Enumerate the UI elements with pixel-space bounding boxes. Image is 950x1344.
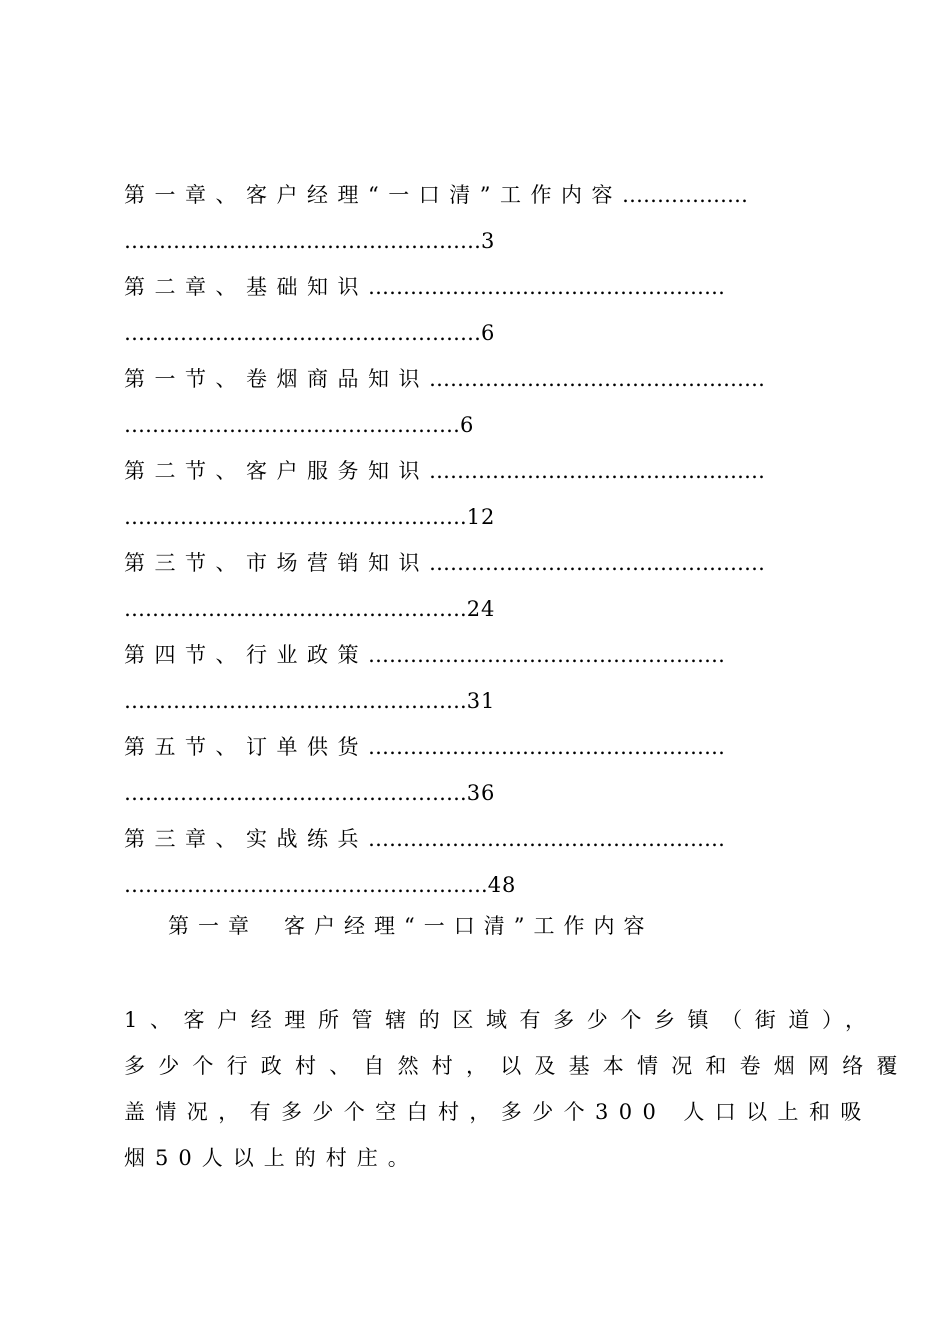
toc-entry-line <box>124 540 820 586</box>
toc-page-number: 6 <box>460 413 475 437</box>
toc-entry-title: 第五节、订单供货 <box>124 735 368 759</box>
paragraph-line: 烟50人以上的村庄。 <box>124 1146 419 1170</box>
toc-entry-title: 第三章、实战练兵 <box>124 827 368 851</box>
toc-entry-title: 第一章、客户经理“一口清”工作内容 <box>124 183 622 207</box>
toc-entry-line <box>124 310 820 356</box>
toc-leader-dots: ………………………………………… <box>124 413 460 437</box>
toc-entry-5[interactable] <box>124 540 820 632</box>
toc-entry-line <box>124 632 820 678</box>
toc-entry-title: 第四节、行业政策 <box>124 643 368 667</box>
toc-entry-3[interactable] <box>124 356 820 448</box>
toc-leader-dots: ………………………………………… <box>429 459 765 483</box>
toc-entry-title: 第一节、卷烟商品知识 <box>124 367 429 391</box>
toc-leader-dots: …………………………………………. <box>124 689 467 713</box>
toc-leader-dots: …………………………………………… <box>368 643 725 667</box>
toc-page-number: 48 <box>487 873 517 897</box>
toc-entry-line <box>124 724 820 770</box>
toc-entry-line <box>124 494 820 540</box>
chapter-title: 客户经理“一口清”工作内容 <box>284 914 654 938</box>
toc-entry-line <box>124 448 820 494</box>
toc-entry-line <box>124 678 820 724</box>
toc-leader-dots: …………………………………………… <box>368 827 725 851</box>
toc-entry-title: 第二章、基础知识 <box>124 275 368 299</box>
toc-leader-dots: …………………………………………. <box>124 597 467 621</box>
toc-leader-dots: …………………………………………. <box>124 781 467 805</box>
toc-entry-2[interactable] <box>124 264 820 356</box>
toc-leader-dots: …………………………………………. <box>124 505 467 529</box>
paragraph-line: 1、客户经理所管辖的区域有多少个乡镇（街道）， <box>124 1008 879 1032</box>
toc-entry-line <box>124 402 820 448</box>
paragraph-line: 多少个行政村、自然村，以及基本情况和卷烟网络覆 <box>124 1054 911 1078</box>
toc-page-number: 31 <box>466 689 496 713</box>
toc-entry-line <box>124 218 820 264</box>
toc-page-number: 36 <box>466 781 496 805</box>
toc-leader-dots: …………………………………………… <box>124 229 481 253</box>
chapter-number: 第一章 <box>168 914 258 938</box>
toc-leader-dots: ……………………………………………. <box>124 873 488 897</box>
toc-entry-title: 第三节、市场营销知识 <box>124 551 429 575</box>
toc-entry-4[interactable] <box>124 448 820 540</box>
toc-entry-7[interactable] <box>124 724 820 816</box>
toc-entry-line <box>124 356 820 402</box>
toc-leader-dots: …………………………………………… <box>368 735 725 759</box>
body-paragraph <box>124 997 911 1181</box>
toc-entry-line <box>124 770 820 816</box>
toc-page-number: 3 <box>481 229 496 253</box>
toc-entry-1[interactable] <box>124 172 820 264</box>
toc-leader-dots: ……………… <box>621 183 748 207</box>
toc-entry-title: 第二节、客户服务知识 <box>124 459 429 483</box>
toc-entry-8[interactable] <box>124 816 820 908</box>
toc-entry-line <box>124 816 820 862</box>
toc-entry-line <box>124 586 820 632</box>
paragraph-line: 盖情况，有多少个空白村，多少个300 人口以上和吸 <box>124 1100 872 1124</box>
table-of-contents <box>124 172 820 908</box>
toc-entry-line <box>124 264 820 310</box>
chapter-heading <box>168 903 653 949</box>
toc-leader-dots: …………………………………………… <box>124 321 481 345</box>
toc-entry-line <box>124 862 820 908</box>
toc-page-number: 6 <box>481 321 496 345</box>
toc-leader-dots: …………………………………………… <box>368 275 725 299</box>
toc-entry-line <box>124 172 820 218</box>
toc-page-number: 12 <box>466 505 496 529</box>
toc-entry-6[interactable] <box>124 632 820 724</box>
toc-page-number: 24 <box>466 597 496 621</box>
toc-leader-dots: ………………………………………… <box>429 551 765 575</box>
toc-leader-dots: ………………………………………… <box>429 367 765 391</box>
